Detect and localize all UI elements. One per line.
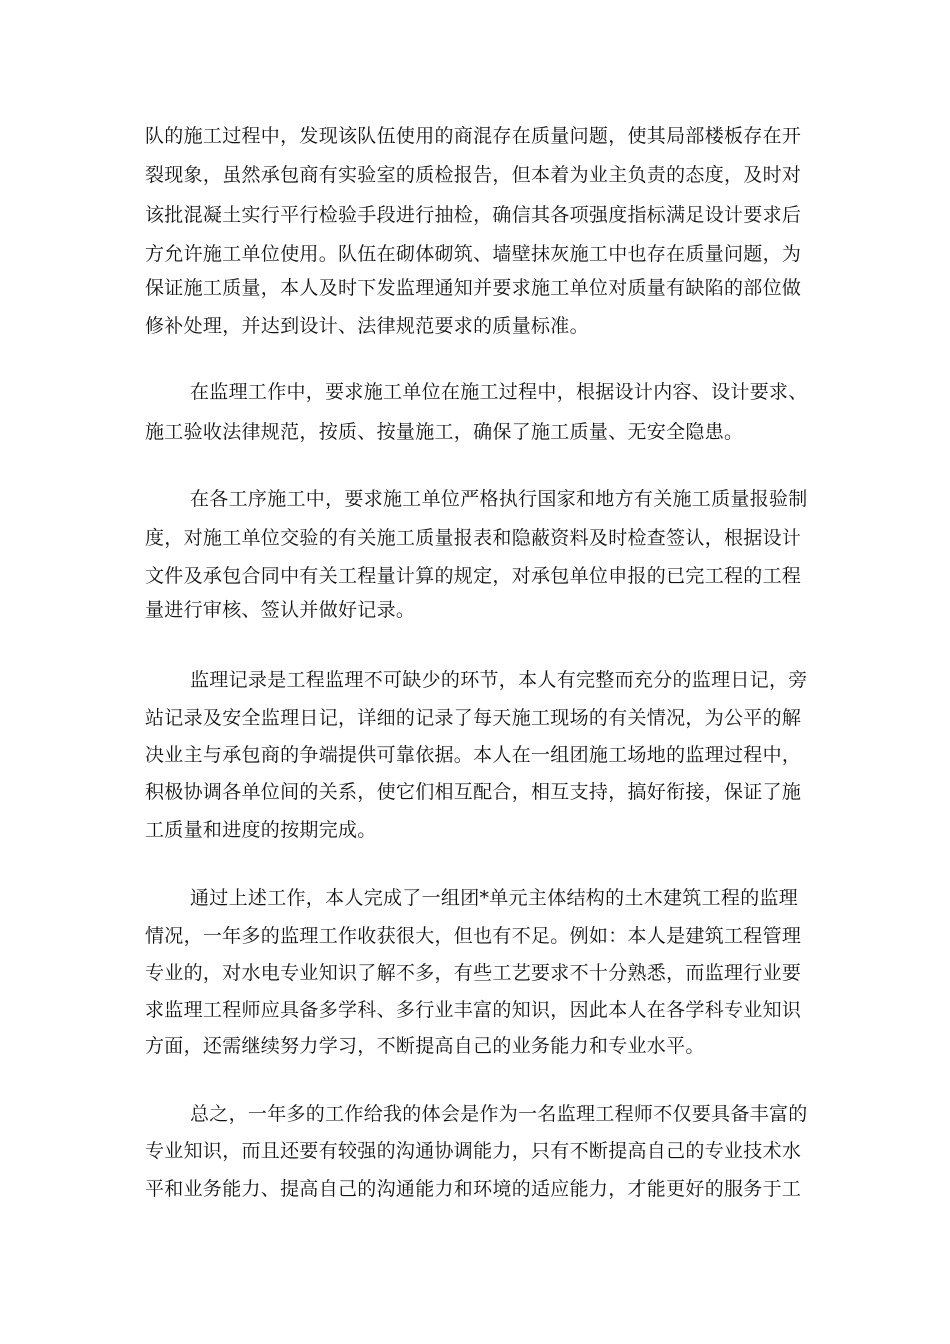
- paragraph-1-line-1: 队的施工过程中，发现该队伍使用的商混存在质量问题，使其局部楼板存在开: [145, 125, 802, 147]
- paragraph-5-line-1: 通过上述工作，本人完成了一组团*单元主体结构的土木建筑工程的监理: [190, 887, 799, 909]
- paragraph-3-line-2: 度，对施工单位交验的有关施工质量报表和隐蔽资料及时检查签认，根据设计: [145, 527, 802, 549]
- paragraph-2-line-1: 在监理工作中，要求施工单位在施工过程中，根据设计内容、设计要求、: [190, 381, 808, 403]
- paragraph-4-line-3: 决业主与承包商的争端提供可靠依据。本人在一组团施工场地的监理过程中，: [145, 744, 802, 766]
- paragraph-6-line-1: 总之，一年多的工作给我的体会是作为一名监理工程师不仅要具备丰富的: [190, 1103, 808, 1125]
- paragraph-3-line-4: 量进行审核、签认并做好记录。: [145, 599, 416, 621]
- paragraph-3-line-3: 文件及承包合同中有关工程量计算的规定，对承包单位申报的已完工程的工程: [145, 565, 802, 587]
- paragraph-4-line-4: 积极协调各单位间的关系，使它们相互配合，相互支持，搞好衔接，保证了施: [145, 781, 802, 803]
- paragraph-4-line-5: 工质量和进度的按期完成。: [145, 819, 377, 841]
- paragraph-4-line-2: 站记录及安全监理日记，详细的记录了每天施工现场的有关情况，为公平的解: [145, 707, 802, 729]
- paragraph-5-line-3: 专业的，对水电专业知识了解不多，有些工艺要求不十分熟悉，而监理行业要: [145, 962, 802, 984]
- paragraph-6-line-2: 专业知识，而且还要有较强的沟通协调能力，只有不断提高自己的专业技术水: [145, 1140, 802, 1162]
- paragraph-1-line-2: 裂现象，虽然承包商有实验室的质检报告，但本着为业主负责的态度，及时对: [145, 164, 802, 186]
- paragraph-2-line-2: 施工验收法律规范，按质、按量施工，确保了施工质量、无安全隐患。: [145, 421, 744, 443]
- paragraph-3-line-1: 在各工序施工中，要求施工单位严格执行国家和地方有关施工质量报验制: [190, 488, 808, 510]
- paragraph-5-line-4: 求监理工程师应具备多学科、多行业丰富的知识，因此本人在各学科专业知识: [145, 999, 802, 1021]
- paragraph-6-line-3: 平和业务能力、提高自己的沟通能力和环境的适应能力，才能更好的服务于工: [145, 1178, 802, 1200]
- paragraph-4-line-1: 监理记录是工程监理不可缺少的环节，本人有完整而充分的监理日记，旁: [190, 669, 808, 691]
- paragraph-1-line-6: 修补处理，并达到设计、法律规范要求的质量标准。: [145, 315, 589, 337]
- paragraph-1-line-3: 该批混凝土实行平行检验手段进行抽检，确信其各项强度指标满足设计要求后: [145, 204, 802, 226]
- paragraph-5-line-2: 情况，一年多的监理工作收获很大，但也有不足。例如：本人是建筑工程管理: [145, 925, 802, 947]
- paragraph-1-line-5: 保证施工质量，本人及时下发监理通知并要求施工单位对质量有缺陷的部位做: [145, 277, 802, 299]
- paragraph-1-line-4: 方允许施工单位使用。队伍在砌体砌筑、墙壁抹灰施工中也存在质量问题，为: [145, 243, 802, 265]
- paragraph-5-line-5: 方面，还需继续努力学习，不断提高自己的业务能力和专业水平。: [145, 1035, 705, 1057]
